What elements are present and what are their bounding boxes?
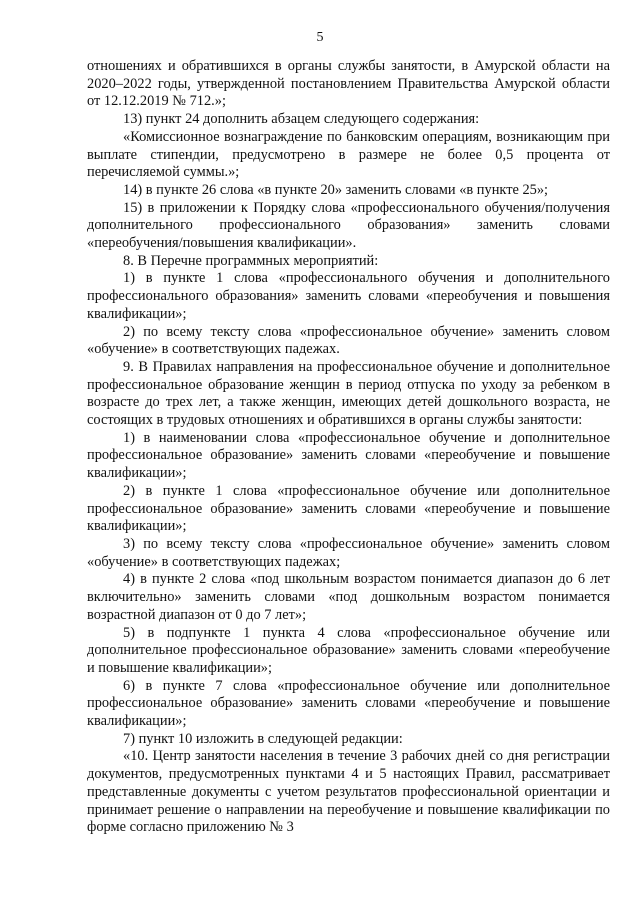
paragraph: 5) в подпункте 1 пункта 4 слова «профессиональное обучение или дополнительное профессиональное образование» заменить словами «переобучение и повышение квалификации»; [87, 624, 610, 676]
paragraph: 6) в пункте 7 слова «профессиональное обучение или дополнительное профессиональное образование» заменить словами «переобучение и повышение квалификации»; [87, 677, 610, 730]
page-number: 5 [316, 30, 324, 45]
paragraph: 9. В Правилах направления на профессиональное обучение и дополнительное профессиональное образование женщин в период отпуска по уходу за ребенком в возрасте до трех лет, а также женщин, имеющих детей дошкольного возраста, не состоящих в трудовых отношениях и обратившихся в органы службы занятости: [87, 358, 610, 429]
paragraph: «Комиссионное вознаграждение по банковским операциям, возникающим при выплате стипендии, предусмотрено в размере не более 0,5 процента от перечисляемой суммы.»; [87, 128, 610, 181]
paragraph: «10. Центр занятости населения в течение 3 рабочих дней со дня регистрации документов, предусмотренных пунктами 4 и 5 настоящих Правил, рассматривает представленные документы с учетом результатов профессиональной ориентации и принимает решение о направлении на переобучение и повышение квалификации по форме согласно приложению № 3 [87, 748, 610, 836]
paragraph: 2) в пункте 1 слова «профессиональное обучение или дополнительное профессиональное образование» заменить словами «переобучение и повышение квалификации»; [87, 482, 610, 535]
paragraph: 3) по всему тексту слова «профессиональное обучение» заменить словом «обучение» в соответствующих падежах; [87, 535, 610, 570]
document-body [87, 58, 610, 837]
paragraph: 1) в пункте 1 слова «профессионального обучения и дополнительного профессионального образования» заменить словами «переобучения и повышения квалификации»; [87, 270, 610, 322]
paragraph: 15) в приложении к Порядку слова «профессионального обучения/получения дополнительного профессионального образования» заменить словами «переобучения/повышения квалификации». [87, 199, 610, 252]
paragraph: 8. В Перечне программных мероприятий: [123, 252, 379, 269]
paragraph: 14) в пункте 26 слова «в пункте 20» заменить словами «в пункте 25»; [123, 181, 549, 198]
paragraph: 2) по всему тексту слова «профессиональное обучение» заменить словом «обучение» в соответствующих падежах. [87, 323, 610, 358]
paragraph: 7) пункт 10 изложить в следующей редакции: [123, 730, 403, 747]
paragraph: 1) в наименовании слова «профессиональное обучение и дополнительное профессиональное образование» заменить словами «переобучение и повышение квалификации»; [87, 429, 610, 482]
paragraph: 13) пункт 24 дополнить абзацем следующего содержания: [123, 111, 480, 128]
paragraph: отношениях и обратившихся в органы службы занятости, в Амурской области на 2020–2022 годы, утвержденной постановлением Правительства Амурской области от 12.12.2019 № 712.»; [87, 58, 610, 110]
paragraph: 4) в пункте 2 слова «под школьным возрастом понимается диапазон до 6 лет включительно» заменить словами «под дошкольным возрастом понимается возрастной диапазон от 0 до 7 лет»; [87, 571, 610, 623]
